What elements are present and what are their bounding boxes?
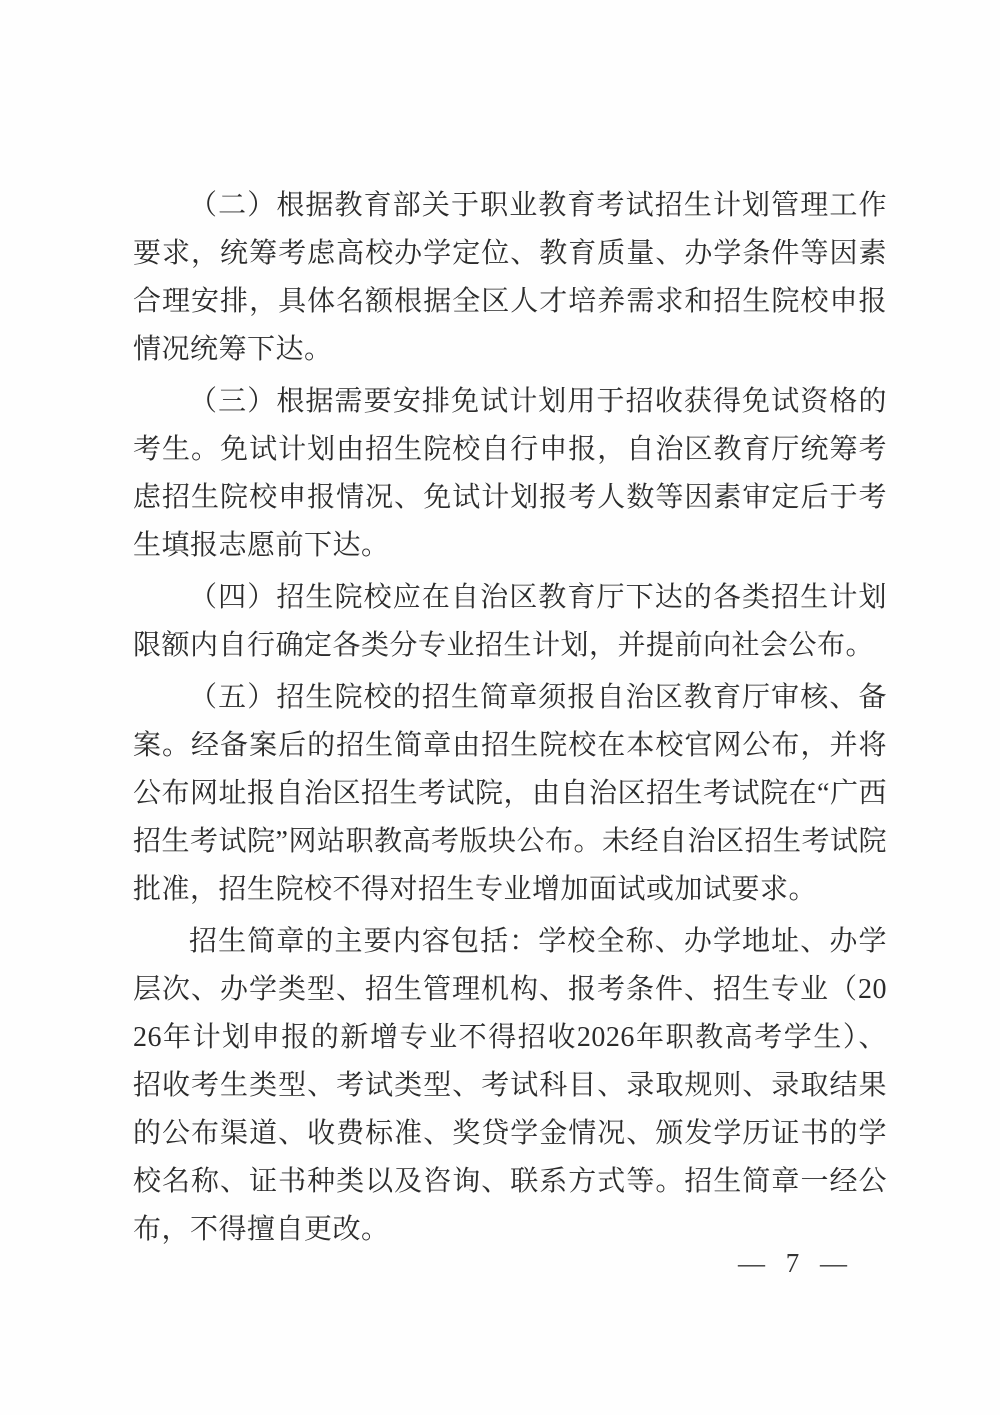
page-number: — 7 — (738, 1248, 854, 1278)
paragraph-summary: 招生简章的主要内容包括：学校全称、办学地址、办学层次、办学类型、招生管理机构、报考条件、招生专业（2026年计划申报的新增专业不得招收2026年职教高考学生）、招收考生类型、考试类型、考试科目、录取规则、录取结果的公布渠道、收费标准、奖贷学金情况、颁发学历证书的学校名称、证书种类以及咨询、联系方式等。招生简章一经公布，不得擅自更改。 (133, 926, 887, 1245)
paragraph-item-3: （三）根据需要安排免试计划用于招收获得免试资格的考生。免试计划由招生院校自行申报，自治区教育厅统筹考虑招生院校申报情况、免试计划报考人数等因素审定后于考生填报志愿前下达。 (133, 386, 887, 561)
paragraph-item-4: （四）招生院校应在自治区教育厅下达的各类招生计划限额内自行确定各类分专业招生计划，并提前向社会公布。 (133, 582, 887, 661)
paragraph-item-2: （二）根据教育部关于职业教育考试招生计划管理工作要求，统筹考虑高校办学定位、教育质量、办学条件等因素合理安排，具体名额根据全区人才培养需求和招生院校申报情况统筹下达。 (133, 190, 887, 365)
paragraph-item-5: （五）招生院校的招生简章须报自治区教育厅审核、备案。经备案后的招生简章由招生院校在本校官网公布，并将公布网址报自治区招生考试院，由自治区招生考试院在“广西招生考试院”网站职教高考版块公布。未经自治区招生考试院批准，招生院校不得对招生专业增加面试或加试要求。 (133, 682, 887, 905)
document-body (133, 182, 887, 1254)
